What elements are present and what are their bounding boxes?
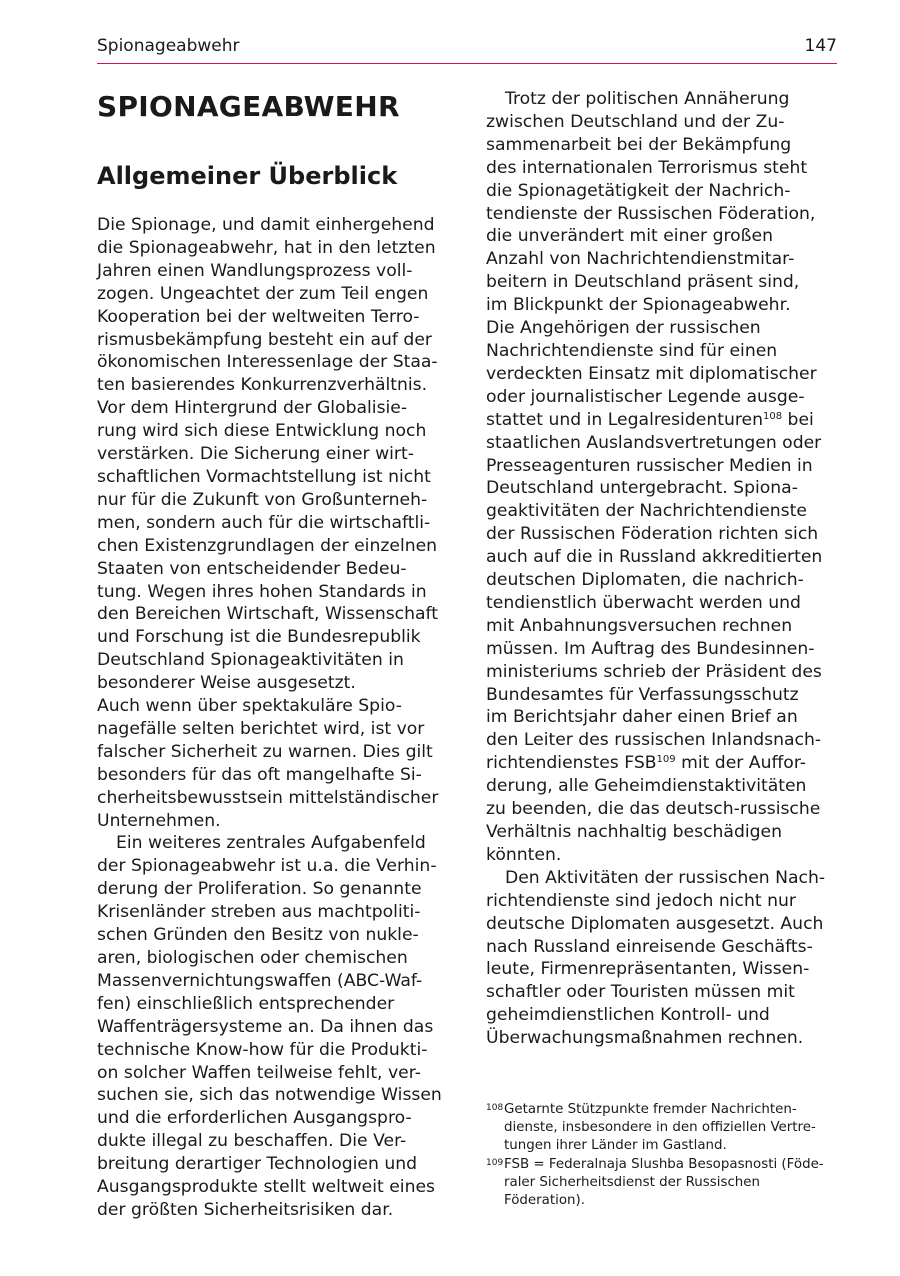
text-line: aren, biologischen oder chemischen (97, 948, 408, 968)
text-line: technische Know-how für die Produkti- (97, 1039, 428, 1060)
text-line: im Berichtsjahr daher einen Brief an (486, 707, 798, 728)
text-line: Presseagenturen russischer Medien in (486, 455, 813, 476)
text-line: ministeriums schrieb der Präsident des (486, 661, 822, 682)
text-line: dukte illegal zu beschaffen. Die Ver- (97, 1131, 407, 1152)
section-title: SPIONAGEABWEHR (97, 90, 400, 123)
text-line: ökonomischen Interessenlage der Staa- (97, 352, 438, 373)
text-line: besonderer Weise ausgesetzt. (97, 673, 356, 694)
running-title: Spionageabwehr (97, 36, 240, 56)
text-line: Kooperation bei der weltweiten Terro- (97, 306, 420, 327)
text-line: on solcher Waffen teilweise fehlt, ver- (97, 1062, 421, 1083)
text-line: tung. Wegen ihres hohen Standards in (97, 581, 427, 602)
footnote-line: raler Sicherheitsdienst der Russischen (504, 1174, 761, 1190)
text-line: Staaten von entscheidender Bedeu- (97, 558, 407, 579)
text-line: Trotz der politischen Annäherung (505, 89, 790, 109)
right-column (486, 88, 838, 1050)
text-line: zwischen Deutschland und der Zu- (486, 111, 785, 132)
text-line: und die erforderlichen Ausgangspro- (97, 1108, 412, 1129)
text-line: tendienste der Russischen Föderation, (486, 203, 816, 224)
text-line: zu beenden, die das deutsch-russische (486, 799, 821, 820)
page-header (97, 36, 837, 64)
text-line: Die Spionage, und damit einhergehend (97, 215, 435, 235)
footnote-ref-109[interactable]: 109 (656, 754, 676, 766)
footnote-line: Föderation). (504, 1193, 585, 1209)
footnote-line: tungen ihrer Länder im Gastland. (504, 1138, 727, 1154)
text-line: fen) einschließlich entsprechender (97, 993, 395, 1014)
text-line: zogen. Ungeachtet der zum Teil engen (97, 283, 429, 304)
text-line: rung wird sich diese Entwicklung noch (97, 421, 427, 442)
text-line: beitern in Deutschland präsent sind, (486, 272, 800, 293)
text-line: im Blickpunkt der Spionageabwehr. (486, 295, 791, 316)
paragraph (97, 695, 449, 832)
footnote-line: dienste, insbesondere in den offiziellen Vertre- (504, 1120, 816, 1136)
text-line: schaftler oder Touristen müssen mit (486, 982, 795, 1003)
paragraph (486, 867, 838, 1050)
text-line: die Spionageabwehr, hat in den letzten (97, 237, 436, 258)
left-column (97, 88, 449, 1222)
text-line: oder journalistischer Legende ausge- (486, 386, 805, 407)
text-line: verdeckten Einsatz mit diplomatischer (486, 363, 817, 384)
text-line: richtendienstes FSB$^{109}$ mit der Auffor- (486, 753, 806, 774)
text-line: nach Russland einreisende Geschäfts- (486, 936, 813, 957)
text-line: schen Gründen den Besitz von nukle- (97, 925, 419, 946)
text-line: men, sondern auch für die wirtschaftli- (97, 512, 431, 533)
paragraph (486, 432, 838, 753)
footnote-line: 109 FSB = Federalnaja Slushba Besopasnosti (Föde- (486, 1156, 824, 1172)
page-number: 147 (804, 36, 837, 56)
text-line: der Russischen Föderation richten sich (486, 524, 819, 545)
footnotes (486, 1101, 838, 1210)
text-line: Deutschland Spionageaktivitäten in (97, 650, 404, 671)
text-line: rismusbekämpfung besteht ein auf der (97, 329, 432, 350)
text-line: Bundesamtes für Verfassungsschutz (486, 684, 799, 705)
text-line: staatlichen Auslandsvertretungen oder (486, 432, 822, 453)
text-line: tendienstlich überwacht werden und (486, 592, 801, 613)
text-line: auch auf die in Russland akkreditierten (486, 547, 823, 568)
text-line: derung der Proliferation. So genannte (97, 879, 422, 900)
text-line: Unternehmen. (97, 810, 221, 831)
text-line: Auch wenn über spektakuläre Spio- (97, 696, 402, 717)
text-line: könnten. (486, 844, 562, 865)
text-line: Ausgangsprodukte stellt weltweit eines (97, 1177, 436, 1198)
text-line: Nachrichtendienste sind für einen (486, 340, 778, 361)
text-line: die unverändert mit einer großen (486, 226, 773, 247)
header-rule (97, 63, 837, 64)
footnote-number: 108 (486, 1103, 504, 1113)
text-line: geheimdienstlichen Kontroll- und (486, 1005, 770, 1026)
text-line: Die Angehörigen der russischen (486, 318, 761, 339)
text-line: besonders für das oft mangelhafte Si- (97, 764, 422, 785)
text-line: falscher Sicherheit zu warnen. Dies gilt (97, 741, 433, 762)
text-line: der größten Sicherheitsrisiken dar. (97, 1199, 394, 1220)
text-line: richtendienste sind jedoch nicht nur (486, 890, 796, 911)
text-line: Krisenländer streben aus machtpoliti- (97, 902, 421, 923)
text-line: des internationalen Terrorismus steht (486, 157, 808, 178)
text-line: die Spionagetätigkeit der Nachrich- (486, 180, 791, 201)
text-line: Jahren einen Wandlungsprozess voll- (97, 260, 413, 281)
text-line: cherheitsbewusstsein mittelständischer (97, 787, 439, 808)
text-line: derung, alle Geheimdienstaktivitäten (486, 776, 807, 797)
text-line: leute, Firmenrepräsentanten, Wissen- (486, 959, 810, 980)
text-line: der Spionageabwehr ist u.a. die Verhin- (97, 856, 437, 877)
text-line: geaktivitäten der Nachrichtendienste (486, 501, 807, 522)
text-line: ten basierendes Konkurrenzverhältnis. (97, 375, 428, 396)
text-line: verstärken. Die Sicherung einer wirt- (97, 444, 414, 465)
text-line: Vor dem Hintergrund der Globalisie- (97, 398, 408, 419)
text-line: Deutschland untergebracht. Spiona- (486, 478, 798, 499)
text-line: breitung derartiger Technologien und (97, 1154, 418, 1175)
footnote-number: 109 (486, 1157, 504, 1168)
text-line: Waffenträgersysteme an. Da ihnen das (97, 1016, 434, 1037)
text-line: müssen. Im Auftrag des Bundesinnen- (486, 638, 815, 659)
text-line: deutsche Diplomaten ausgesetzt. Auch (486, 913, 824, 934)
text-line: nur für die Zukunft von Großunterneh- (97, 489, 428, 510)
footnote-108 (486, 1101, 838, 1156)
paragraph (486, 88, 838, 409)
text-line: stattet und in Legalresidenturen$^{108}$ bei (486, 409, 814, 430)
text-line: Massenvernichtungswaffen (ABC-Waf- (97, 970, 423, 991)
footnote-109 (486, 1156, 838, 1211)
text-line: den Bereichen Wirtschaft, Wissenschaft (97, 604, 439, 625)
footnote-line: 108 Getarnte Stützpunkte fremder Nachrichten- (486, 1102, 797, 1117)
text-line: sammenarbeit bei der Bekämpfung (486, 134, 792, 155)
text-line: mit Anbahnungsversuchen rechnen (486, 615, 793, 636)
text-line: Anzahl von Nachrichtendienstmitar- (486, 249, 795, 270)
subsection-title: Allgemeiner Überblick (97, 162, 398, 190)
paragraph (486, 775, 838, 867)
text-line: schaftlichen Vormachtstellung ist nicht (97, 466, 431, 487)
paragraph (97, 832, 449, 1221)
text-line: Verhältnis nachhaltig beschädigen (486, 822, 783, 842)
text-line: chen Existenzgrundlagen der einzelnen (97, 535, 438, 556)
text-line: Überwachungsmaßnahmen rechnen. (486, 1028, 804, 1049)
paragraph (97, 214, 449, 695)
footnote-ref-108[interactable]: 108 (763, 410, 783, 422)
text-line: deutschen Diplomaten, die nachrich- (486, 570, 804, 591)
text-line: den Leiter des russischen Inlandsnach- (486, 730, 822, 751)
text-line: nagefälle selten berichtet wird, ist vor (97, 718, 425, 739)
text-line: und Forschung ist die Bundesrepublik (97, 627, 421, 648)
text-line: suchen sie, sich das notwendige Wissen (97, 1085, 442, 1106)
text-line: Ein weiteres zentrales Aufgabenfeld (116, 833, 426, 854)
text-line: Den Aktivitäten der russischen Nach- (505, 867, 826, 888)
